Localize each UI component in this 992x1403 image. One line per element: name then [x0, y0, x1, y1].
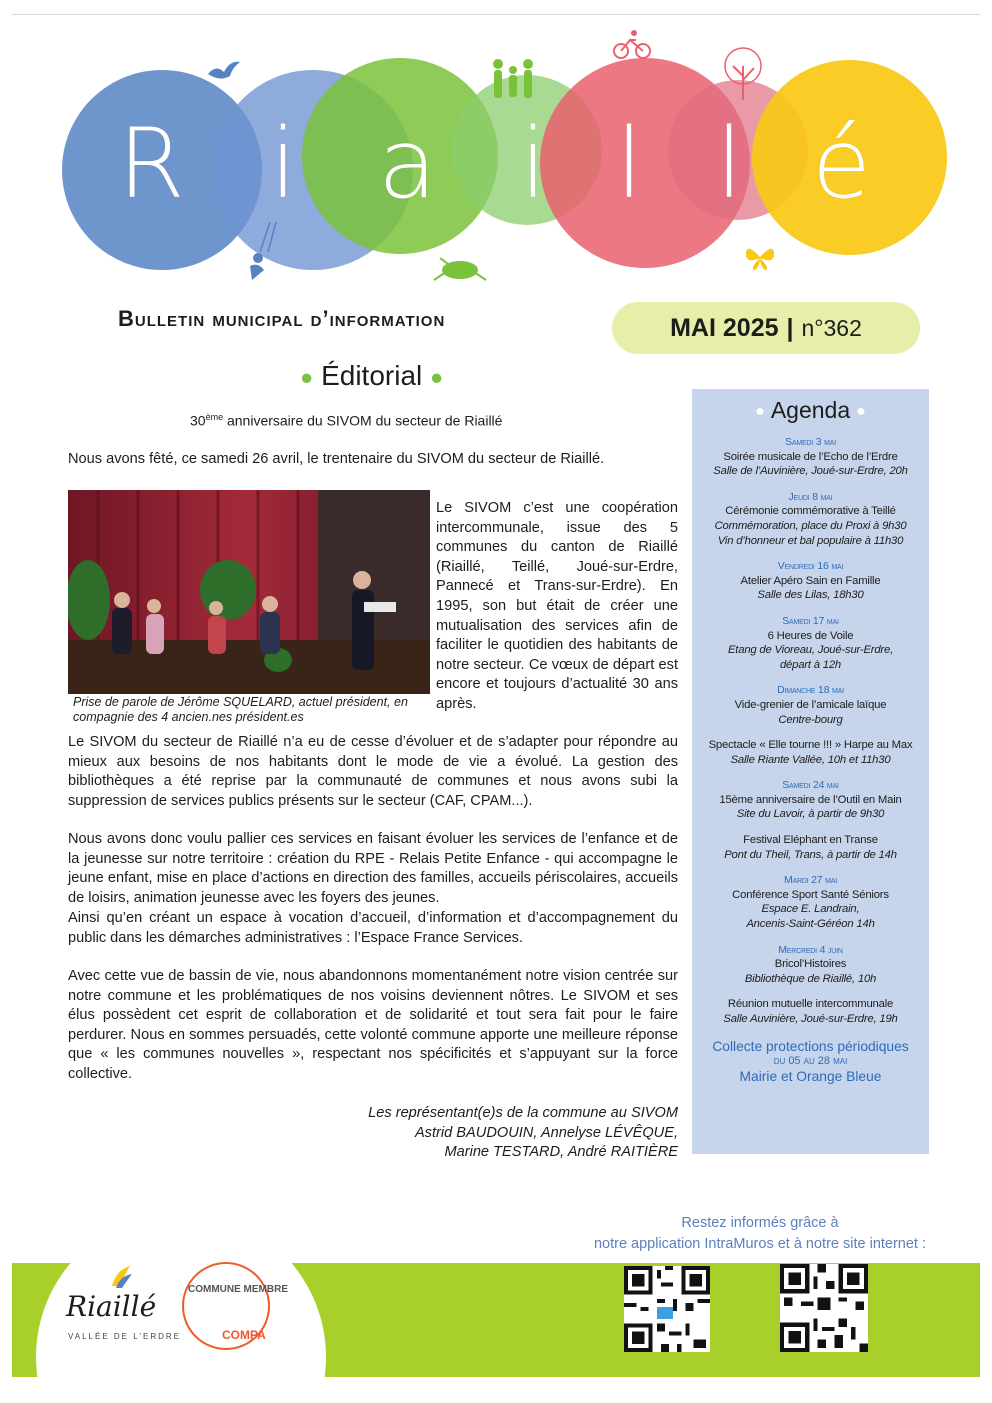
- stay-informed: [560, 1213, 960, 1255]
- issue-separator: |: [786, 313, 794, 342]
- subtitle-text: anniversaire du SIVOM du secteur de Riaillé: [223, 412, 503, 429]
- agenda-event: [692, 833, 929, 862]
- event-detail: Salle de l’Auvinière, Joué-sur-Erdre, 20h: [713, 465, 908, 478]
- signature-line: Astrid BAUDOUIN, Annelyse LÉVÊQUE,: [414, 1124, 678, 1141]
- riaille-logo-tagline: VALLÉE DE L’ERDRE: [68, 1332, 181, 1341]
- title-letter-i: i: [270, 108, 297, 220]
- bullet-dot: ●: [755, 402, 765, 420]
- editorial-signature: [300, 1104, 678, 1163]
- qr-code-icon[interactable]: [624, 1266, 710, 1352]
- bird-icon: [206, 58, 242, 84]
- agenda-event: [692, 614, 929, 672]
- agenda-title: Agenda: [770, 397, 851, 423]
- frog-icon: [430, 250, 490, 284]
- event-detail: Salle Auvinière, Joué-sur-Erdre, 19h: [723, 1013, 898, 1025]
- issue-badge: [612, 302, 920, 354]
- event-detail: Espace E. Landrain,: [761, 903, 860, 916]
- cyclist-icon: [612, 28, 652, 60]
- editorial-heading: [300, 360, 443, 392]
- riaille-logo: Riaillé: [66, 1290, 157, 1323]
- event-title: Vide-grenier de l’amicale laïque: [734, 698, 887, 711]
- title-letter-r: R: [118, 108, 185, 220]
- event-detail: Etang de Vioreau, Joué-sur-Erdre,: [727, 644, 894, 657]
- editorial-paragraph-3: Nous avons donc voulu pallier ces services en faisant évoluer les services de l’enfance et de la jeunesse sur notre territoire : création du RPE - Relais Petite Enfance - qui accompagne le jeune enfant, mise en place d’actions en direction des familles, accueils périscolaires, accueils de loisirs, animation jeunesse avec les foyers des jeunes.: [68, 831, 678, 906]
- photo-caption: Prise de parole de Jérôme SQUELARD, actuel président, en compagnie des 4 ancien.nes président.es: [73, 695, 408, 724]
- editorial-title: Éditorial: [321, 360, 423, 391]
- event-title: Festival Eléphant en Transe: [743, 834, 878, 847]
- editorial-lead: Nous avons fêté, ce samedi 26 avril, le trentenaire du SIVOM du secteur de Riaillé.: [68, 451, 605, 467]
- collecte-title: Collecte protections périodiques: [712, 1038, 909, 1054]
- subtitle-number: 30: [190, 412, 206, 429]
- agenda-event: [692, 873, 929, 931]
- event-date: Jeudi 8 mai: [788, 490, 833, 503]
- subtitle-sup: ème: [205, 412, 224, 422]
- event-title: 6 Heures de Voile: [767, 629, 854, 642]
- event-detail: Centre-bourg: [778, 713, 843, 726]
- event-detail: Ancenis-Saint-Géréon 14h: [746, 918, 875, 931]
- editorial-paragraph-4: Ainsi qu’en créant un espace à vocation d’accueil, d’information et d’accompagnement du public dans les démarches administratives : l’Espace France Services.: [68, 910, 678, 946]
- event-title: Atelier Apéro Sain en Famille: [740, 574, 881, 587]
- issue-month: MAI 2025: [670, 313, 779, 342]
- event-title: Spectacle « Elle tourne !!! » Harpe au Max: [708, 739, 913, 752]
- agenda-event: [692, 683, 929, 727]
- event-detail: Commémoration, place du Proxi à 9h30: [714, 519, 907, 532]
- issue-number: n°362: [801, 314, 862, 341]
- agenda-event: [692, 778, 929, 822]
- riaille-logo-mark-icon: [108, 1264, 134, 1290]
- title-letter-i2: i: [520, 108, 547, 220]
- editorial-paragraph-1: Le SIVOM c’est une coopération intercommunale, issue des 5 communes du canton de Riaillé (Riaillé, Teillé, Joué-sur-Erdre, Pannecé et Trans-sur-Erdre). En 1995, son but était de créer une mutualisation des services afin de faciliter le quotidien des habitants de notre secteur. Ce vœux de départ est encore et toujours d’actualité 30 ans après.: [436, 500, 678, 712]
- editorial-paragraph-2: Le SIVOM du secteur de Riaillé n’a eu de cesse d’évoluer et de s’adapter pour répondre au mieux aux besoins de nos habitants dont le mode de vie a évolué. La gestion des bibliothèques a été reprise par la communauté de communes et nous avons subi la suppression de services publics présents sur le secteur (CAF, CPAM...).: [68, 734, 678, 809]
- collecte-places: Mairie et Orange Bleue: [739, 1068, 882, 1084]
- event-date: Vendredi 16 mai: [777, 560, 844, 573]
- swing-child-icon: [240, 222, 280, 282]
- agenda-event: [692, 943, 929, 987]
- event-date: Mercredi 4 juin: [778, 943, 843, 956]
- compa-logo: COMPA: [222, 1328, 266, 1342]
- event-date: Mardi 27 mai: [783, 874, 838, 887]
- collecte-notice: [692, 1039, 929, 1084]
- event-date: Samedi 17 mai: [782, 614, 839, 627]
- event-detail: départ à 12h: [779, 658, 842, 671]
- event-title: Soirée musicale de l’Echo de l’Erdre: [723, 450, 898, 463]
- stay-informed-line: Restez informés grâce à: [681, 1215, 839, 1231]
- title-letter-l2: l: [716, 108, 743, 220]
- agenda-heading: [692, 397, 929, 424]
- butterfly-icon: [742, 242, 778, 272]
- event-detail: Site du Lavoir, à partir de 9h30: [736, 808, 885, 821]
- compa-member-label: COMMUNE MEMBRE: [188, 1284, 288, 1295]
- event-date: Dimanche 18 mai: [777, 684, 844, 697]
- event-detail: Vin d’honneur et bal populaire à 11h30: [717, 534, 904, 547]
- tree-icon: [718, 46, 768, 102]
- editorial-paragraph-5: Avec cette vue de bassin de vie, nous abandonnons momentanément notre vision centrée sur notre commune et les problématiques de nos voisins deviennent nôtres. Le SIVOM et ses élus possèdent cet esprit de collaboration et de solidarité et tout sera fait pour le faire perdurer. Nous en sommes persuadés, cette volonté commune apporte une meilleure réponse que « les communes nouvelles », respectant nos spécificités et s’appuyant sur la force collective.: [68, 968, 678, 1082]
- event-title: Conférence Sport Santé Séniors: [732, 888, 889, 901]
- event-detail: Pont du Theil, Trans, à partir de 14h: [724, 848, 897, 861]
- event-detail: Salle Riante Vallée, 10h et 11h30: [730, 753, 891, 766]
- agenda-panel: [692, 389, 929, 1154]
- event-title: 15ème anniversaire de l’Outil en Main: [719, 793, 902, 806]
- agenda-event: [692, 997, 929, 1026]
- bullet-dot: ●: [856, 402, 866, 420]
- event-detail: Bibliothèque de Riaillé, 10h: [744, 972, 877, 985]
- title-letter-e: é: [812, 108, 872, 220]
- bullet-dot: ●: [430, 364, 444, 390]
- stay-informed-line: notre application IntraMuros et à notre site internet :: [593, 1236, 927, 1252]
- signature-line: Les représentant(e)s de la commune au SIVOM: [368, 1105, 678, 1121]
- event-date: Samedi 3 mai: [785, 436, 836, 448]
- signature-line: Marine TESTARD, André RAITIÈRE: [444, 1144, 678, 1161]
- masthead: [0, 0, 992, 300]
- event-photo: [68, 490, 430, 694]
- agenda-event: [692, 559, 929, 603]
- bulletin-subtitle: Bulletin municipal d’information: [118, 306, 446, 331]
- event-title: Cérémonie commémorative à Teillé: [725, 505, 896, 518]
- event-title: Bricol’Histoires: [774, 958, 847, 971]
- editorial-subtitle: [190, 412, 502, 429]
- qr-code-icon[interactable]: [780, 1264, 868, 1352]
- event-detail: Salle des Lilas, 18h30: [757, 589, 864, 602]
- title-letter-l: l: [616, 108, 643, 220]
- event-date: Samedi 24 mai: [782, 779, 839, 792]
- title-letter-a: a: [378, 108, 437, 220]
- agenda-event: [692, 738, 929, 767]
- bullet-dot: ●: [300, 364, 314, 390]
- family-icon: [488, 56, 538, 100]
- collecte-dates: du 05 au 28 mai: [773, 1054, 848, 1067]
- agenda-event: [692, 490, 929, 548]
- agenda-event: [692, 435, 929, 479]
- event-title: Réunion mutuelle intercommunale: [727, 998, 894, 1011]
